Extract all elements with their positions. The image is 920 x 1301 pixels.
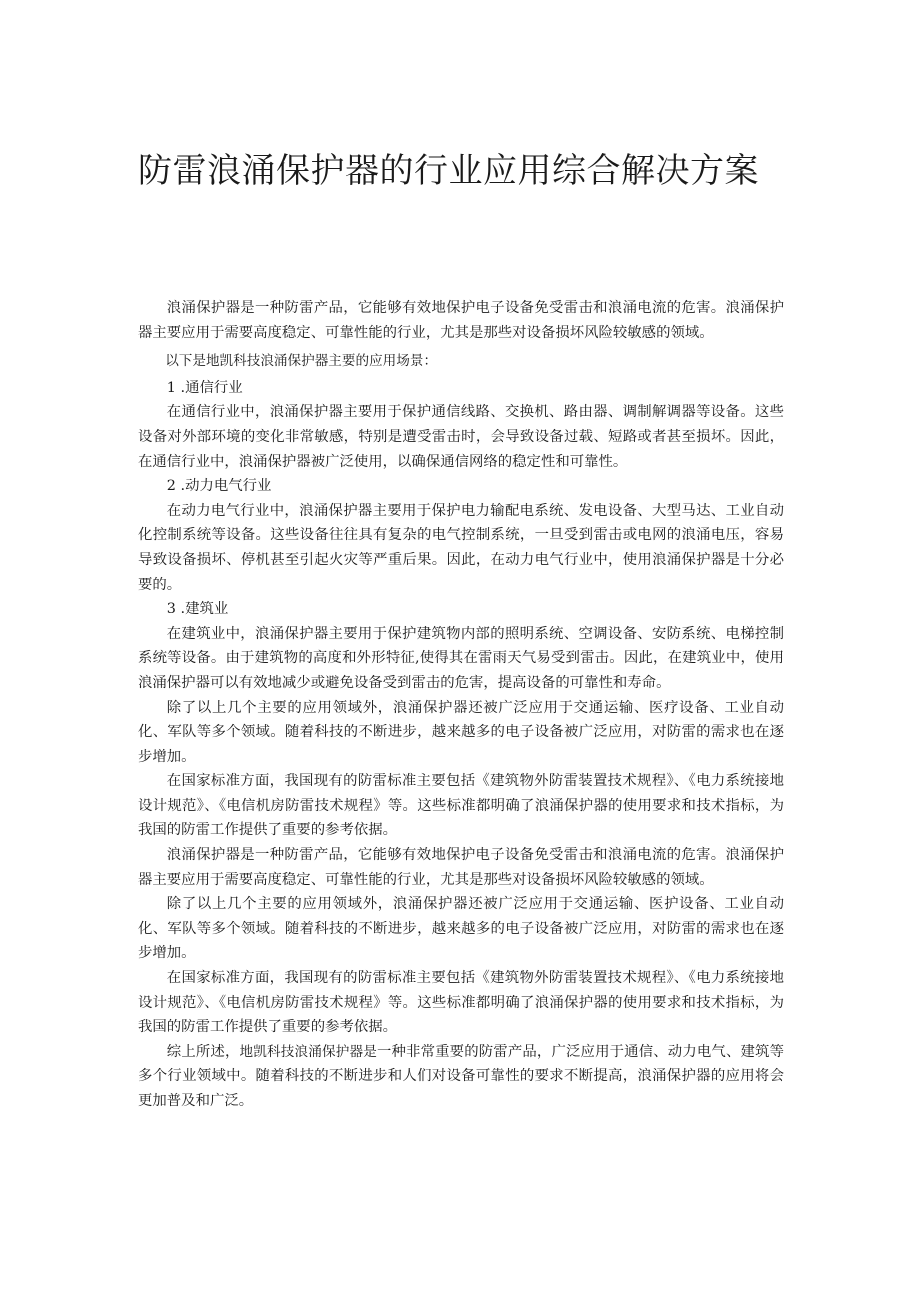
paragraph-intro: 浪涌保护器是一种防雷产品，它能够有效地保护电子设备免受雷击和浪涌电流的危害。浪涌保护器主要应用于需要高度稳定、可靠性能的行业，尤其是那些对设备损坏风险较敏感的领域。 xyxy=(138,300,784,341)
paragraph-power: 在动力电气行业中，浪涌保护器主要用于保护电力输配电系统、发电设备、大型马达、工业自动化控制系统等设备。这些设备往往具有复杂的电气控制系统，一旦受到雷击或电网的浪涌电压，容易导致设备损坏、停机甚至引起火灾等严重后果。因此，在动力电气行业中，使用浪涌保护器是十分必要的。 xyxy=(138,502,784,593)
heading-power: 2 .动力电气行业 xyxy=(166,478,272,495)
conclusion-lead: 综上所述， xyxy=(166,1043,240,1060)
paragraph-intro-repeat: 浪涌保护器是一种防雷产品，它能够有效地保护电子设备免受雷击和浪涌电流的危害。浪涌保护器主要应用于需要高度稳定、可靠性能的行业，尤其是那些对设备损坏风险较敏感的领域。 xyxy=(138,847,784,888)
heading-construction: 3 .建筑业 xyxy=(166,601,229,618)
document-title: 防雷浪涌保护器的行业应用综合解决方案 xyxy=(138,151,759,191)
document-body xyxy=(138,296,784,1114)
paragraph-telecom: 在通信行业中，浪涌保护器主要用于保护通信线路、交换机、路由器、调制解调器等设备。这些设备对外部环境的变化非常敏感，特别是遭受雷击时，会导致设备过载、短路或者甚至损坏。因此，在通信行业中，浪涌保护器被广泛使用，以确保通信网络的稳定性和可靠性。 xyxy=(138,404,784,470)
paragraph-standards-repeat: 在国家标准方面，我国现有的防雷标准主要包括《建筑物外防雷装置技术规程》、《电力系统接地设计规范》、《电信机房防雷技术规程》等。这些标准都明确了浪涌保护器的使用要求和技术指标，为我国的防雷工作提供了重要的参考依据。 xyxy=(138,970,784,1036)
paragraph-standards: 在国家标准方面，我国现有的防雷标准主要包括《建筑物外防雷装置技术规程》、《电力系统接地设计规范》、《电信机房防雷技术规程》等。这些标准都明确了浪涌保护器的使用要求和技术指标，为我国的防雷工作提供了重要的参考依据。 xyxy=(138,773,784,839)
heading-telecom: 1 .通信行业 xyxy=(166,379,243,396)
paragraph-scenarios-lead: 以下是地凯科技浪涌保护器主要的应用场景： xyxy=(165,353,438,370)
paragraph-construction: 在建筑业中，浪涌保护器主要用于保护建筑物内部的照明系统、空调设备、安防系统、电梯控制系统等设备。由于建筑物的高度和外形特征,使得其在雷雨天气易受到雷击。因此，在建筑业中，使用浪涌保护器可以有效地减少或避免设备受到雷击的危害，提高设备的可靠性和寿命。 xyxy=(138,625,784,691)
conclusion-brand: 地凯科技浪涌保护器是 xyxy=(239,1043,377,1060)
paragraph-conclusion xyxy=(138,1040,784,1114)
conclusion-rest: 一种非常重要的防雷产品，广泛应用于通信、动力电气、建筑等多个行业领域中。随着科技的不断进步和人们对设备可靠性的要求不断提高，浪涌保护器的应用将会更加普及和广泛。 xyxy=(138,1043,784,1109)
paragraph-other-fields-repeat: 除了以上几个主要的应用领域外，浪涌保护器还被广泛应用于交通运输、医护设备、工业自动化、军队等多个领域。随着科技的不断进步，越来越多的电子设备被广泛应用，对防雷的需求也在逐步增加。 xyxy=(138,896,784,962)
paragraph-other-fields: 除了以上几个主要的应用领域外，浪涌保护器还被广泛应用于交通运输、医疗设备、工业自动化、军队等多个领域。随着科技的不断进步，越来越多的电子设备被广泛应用，对防雷的需求也在逐步增加。 xyxy=(138,699,784,765)
